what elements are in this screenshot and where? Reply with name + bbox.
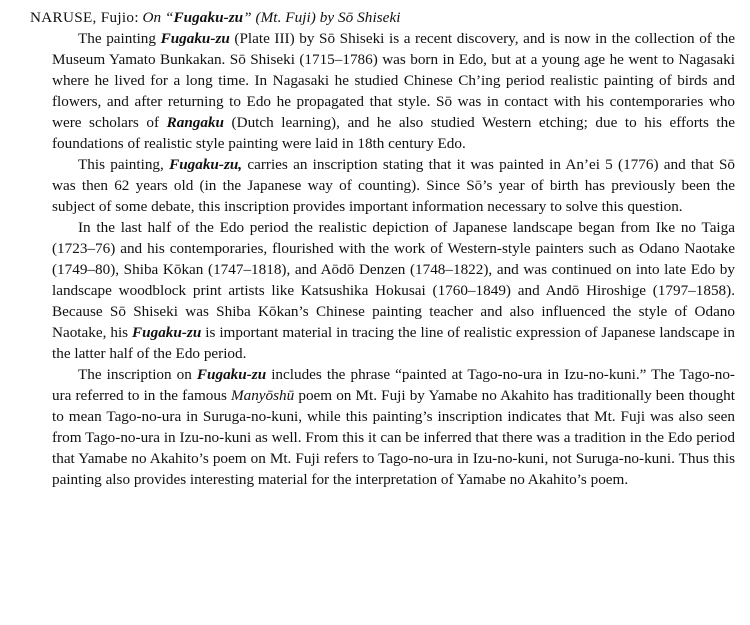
title-quote-close: ” bbox=[243, 9, 256, 26]
paragraph-text: (Plate III) by Sō Shiseki is a recent discovery, and is now in the collection of the Museum Yamato Bunkakan. Sō Shiseki (1715–1786) was born in Edo, but at a young age he went to Nagasaki where he lived for a long time. In Nagasaki he studied Chinese Ch’ing period realistic painting of birds and flowers, and after returning to Edo he propagated that style. Sō was in contact with his contemporaries who were scholars of bbox=[52, 30, 735, 131]
article-body bbox=[52, 28, 735, 490]
document-page bbox=[30, 8, 735, 490]
paragraph-text: poem on Mt. Fuji by Yamabe no Akahito has traditionally been thought to mean Tago-no-ura in Suruga-no-kuni, while this painting’s inscription indicates that Mt. Fuji was also seen from Tago-no-ura in Izu-no-kuni as well. From this it can be inferred that there was a tradition in the Edo period that Yamabe no Akahito’s poem on Mt. Fuji refers to Tago-no-ura in Izu-no-kuni, not Suruga-no-kuni. Thus this painting also provides interesting material for the interpretation of Yamabe no Akahito’s poem. bbox=[52, 387, 735, 488]
paragraph-text: The inscription on bbox=[78, 366, 197, 383]
emphasized-term: Fugaku-zu bbox=[160, 30, 230, 47]
paragraph-1 bbox=[52, 28, 735, 154]
title-subtitle: (Mt. Fuji) by Sō Shiseki bbox=[255, 9, 401, 26]
title-work: Fugaku-zu bbox=[173, 9, 244, 26]
heading-separator: : bbox=[134, 9, 139, 26]
paragraph-text: carries an inscription stating that it was painted in An’ei 5 (1776) and that Sō was then 62 years old (in the Japanese way of counting). Since Sō’s year of birth has previously been the subject of some debate, this inscription provides important information necessary to solve this question. bbox=[52, 156, 735, 215]
paragraph-text: (Dutch learning), and he also studied Western etching; due to his efforts the foundations of realistic style painting were laid in 18th century Edo. bbox=[52, 114, 735, 152]
emphasized-term: Fugaku-zu bbox=[132, 324, 202, 341]
italic-term: Manyōshū bbox=[230, 387, 295, 404]
emphasized-term: Fugaku-zu bbox=[196, 366, 267, 383]
paragraph-text: is important material in tracing the line of realistic expression of Japanese landscape in the latter half of the Edo period. bbox=[52, 324, 735, 362]
emphasized-term: Fugaku-zu, bbox=[169, 156, 243, 173]
emphasized-term: Rangaku bbox=[166, 114, 224, 131]
paragraph-text: includes the phrase “painted at Tago-no-ura in Izu-no-kuni.” The Tago-no-ura referred to in the famous bbox=[52, 366, 735, 404]
paragraph-text: In the last half of the Edo period the realistic depiction of Japanese landscape began from Ike no Taiga (1723–76) and his contemporaries, flourished with the work of Western-style painters such as Odano Naotake (1749–80), Shiba Kōkan (1747–1818), and Aōdō Denzen (1748–1822), and was continued on into late Edo by landscape woodblock print artists like Katsushika Hokusai (1760–1849) and Andō Hiroshige (1797–1858). Because Sō Shiseki was Shiba Kōkan’s Chinese painting teacher and also influenced the style of Odano Naotake, his bbox=[52, 219, 735, 341]
author-name: NARUSE, Fujio bbox=[30, 9, 135, 26]
article-heading bbox=[30, 8, 735, 28]
paragraph-text: The painting bbox=[78, 30, 161, 47]
paragraph-text: This painting, bbox=[78, 156, 170, 173]
paragraph-4 bbox=[52, 364, 735, 490]
paragraph-3 bbox=[52, 217, 735, 364]
title-prefix: On “ bbox=[142, 9, 174, 26]
paragraph-2 bbox=[52, 154, 735, 217]
